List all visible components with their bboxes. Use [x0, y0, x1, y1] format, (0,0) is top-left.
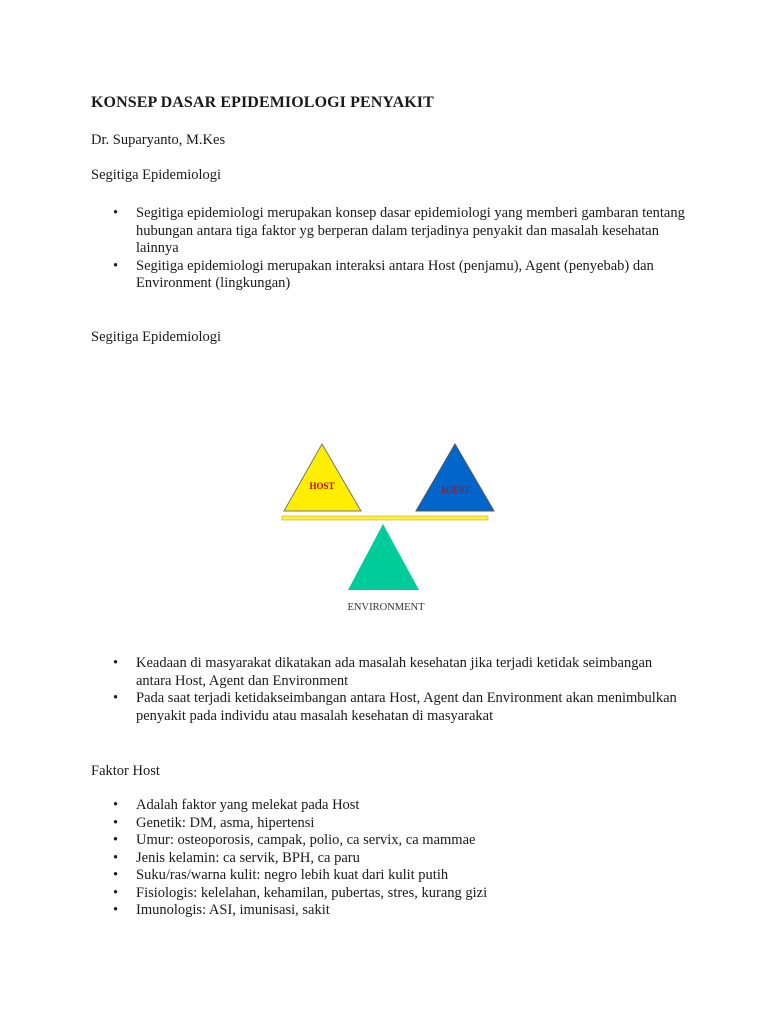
- keseimbangan-bullet-list: [91, 655, 691, 725]
- section-heading-segitiga: Segitiga Epidemiologi: [91, 167, 222, 183]
- agent-triangle: [416, 444, 494, 511]
- epidemiology-triangle-diagram: [270, 430, 510, 620]
- agent-label: AGENT: [439, 485, 471, 495]
- list-item: • Pada saat terjadi ketidakseimbangan antara Host, Agent dan Environment akan menimbulkan penyakit pada individu atau masalah kesehatan di masyarakat: [91, 690, 691, 725]
- document-title: KONSEP DASAR EPIDEMIOLOGI PENYAKIT: [91, 94, 434, 111]
- list-item: • Segitiga epidemiologi merupakan konsep dasar epidemiologi yang memberi gambaran tentang hubungan antara tiga faktor yg berperan dalam terjadinya penyakit dan masalah kesehatan lainnya: [91, 205, 691, 258]
- host-triangle: [284, 444, 361, 511]
- section-heading-faktor-host: Faktor Host: [91, 763, 160, 779]
- list-item: • Fisiologis: kelelahan, kehamilan, pubertas, stres, kurang gizi: [91, 885, 691, 903]
- host-label: HOST: [309, 481, 335, 491]
- list-item: • Suku/ras/warna kulit: negro lebih kuat dari kulit putih: [91, 867, 691, 885]
- list-item: • Jenis kelamin: ca servik, BPH, ca paru: [91, 850, 691, 868]
- list-item: • Genetik: DM, asma, hipertensi: [91, 815, 691, 833]
- faktor-host-bullet-list: [91, 797, 691, 920]
- list-item: • Segitiga epidemiologi merupakan interaksi antara Host (penjamu), Agent (penyebab) dan Environment (lingkungan): [91, 258, 691, 293]
- environment-label: ENVIRONMENT: [347, 602, 425, 613]
- balance-beam: [282, 516, 488, 520]
- environment-triangle: [348, 524, 419, 590]
- segitiga-bullet-list: [91, 205, 691, 293]
- list-item: • Umur: osteoporosis, campak, polio, ca servix, ca mammae: [91, 832, 691, 850]
- author-line: Dr. Suparyanto, M.Kes: [91, 132, 226, 148]
- list-item: • Keadaan di masyarakat dikatakan ada masalah kesehatan jika terjadi ketidak seimbangan antara Host, Agent dan Environment: [91, 655, 691, 690]
- list-item: • Adalah faktor yang melekat pada Host: [91, 797, 691, 815]
- section-heading-segitiga-diagram: Segitiga Epidemiologi: [91, 329, 222, 345]
- list-item: • Imunologis: ASI, imunisasi, sakit: [91, 902, 691, 920]
